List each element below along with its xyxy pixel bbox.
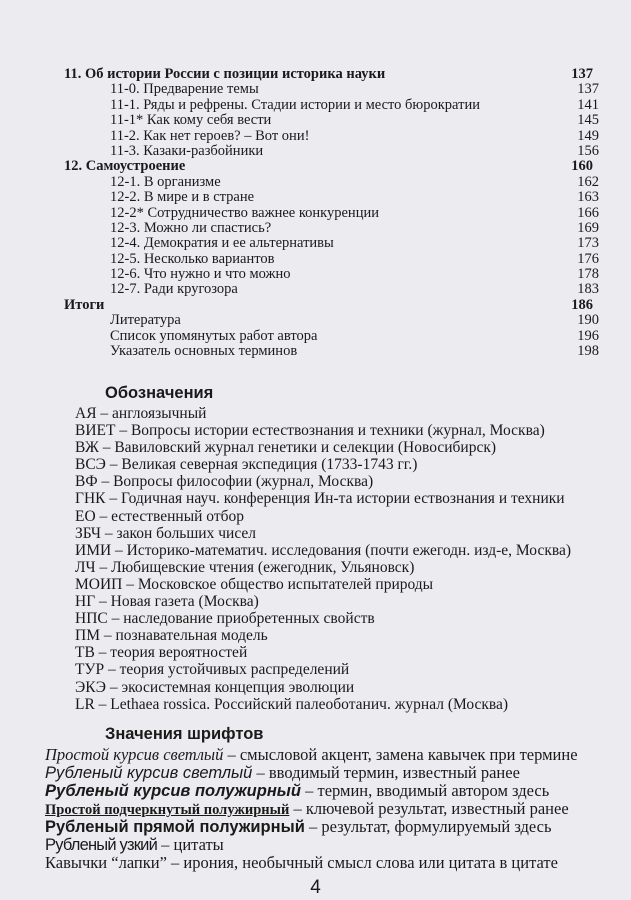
abbreviation-item: ЭКЭ – экосистемная концепция эволюции (75, 678, 355, 696)
toc-entry-page: 156 (577, 142, 599, 159)
toc-entry (64, 252, 599, 267)
toc-entry (64, 98, 599, 113)
font-meaning: – результат, формулируемый здесь (304, 817, 552, 836)
font-item (45, 836, 578, 854)
abbreviation-item: ВИЕТ – Вопросы истории естествознания и техники (журнал, Москва) (75, 422, 545, 440)
toc-entry-page: 163 (577, 189, 599, 206)
font-style-label: Рубленый курсив светлый (45, 764, 253, 782)
font-item (45, 800, 578, 818)
toc-entry-page: 149 (577, 127, 599, 144)
toc-entry-title: 12-6. Что нужно и что можно (110, 266, 291, 283)
toc-entry (64, 329, 599, 344)
toc-entry (64, 129, 599, 144)
toc-entry-page: 145 (577, 112, 599, 129)
font-style-label: Простой подчеркнутый полужирный (45, 802, 290, 818)
toc-entry-title: 11-1. Ряды и рефрены. Стадии истории и место бюрократии (110, 96, 480, 113)
abbreviation-item: ТУР – теория устойчивых распределений (75, 661, 350, 679)
toc-entry-page: 183 (577, 281, 599, 298)
toc-entry-page: 178 (577, 266, 599, 283)
font-style-label: Рубленый курсив полужирный (45, 782, 301, 800)
font-style-label: Рубленый узкий (45, 836, 157, 854)
abbreviation-item: ВЖ – Вавиловский журнал генетики и селекции (Новосибирск) (75, 439, 497, 457)
toc-entry-page: 137 (571, 66, 593, 82)
abbreviation-item: НГ – Новая газета (Москва) (75, 593, 259, 611)
font-meaning: – ключевой результат, известный ранее (289, 799, 569, 818)
toc-entry-page: 190 (577, 312, 599, 329)
abbreviation-item: НПС – наследование приобретенных свойств (75, 610, 375, 628)
toc-entry-page: 169 (577, 219, 599, 236)
abbreviation-item: АЯ – англоязычный (75, 405, 207, 422)
toc-entry-page: 186 (571, 296, 593, 313)
abbreviation-item: ЛЧ – Любищевские чтения (ежегодник, Ульяновск) (75, 558, 415, 576)
toc-entry-page: 173 (577, 235, 599, 252)
font-item (45, 818, 578, 836)
toc-entry-page: 166 (577, 204, 599, 221)
toc-entry-title: 12-1. В организме (110, 173, 221, 190)
toc-entry-title: Литература (110, 312, 181, 329)
abbreviation-item: ВФ – Вопросы философии (журнал, Москва) (75, 473, 374, 491)
toc-entry (64, 344, 599, 359)
abbreviation-item: ТВ – теория вероятностей (75, 644, 248, 662)
fonts-heading: Значения шрифтов (105, 725, 264, 743)
toc-entry-title: Указатель основных терминов (110, 343, 298, 360)
toc-entry (64, 82, 599, 97)
abbreviation-item: ЕО – естественный отбор (75, 507, 244, 525)
toc-entry (64, 313, 599, 328)
abbreviation-item: ВСЭ – Великая северная экспедиция (1733-1743 гг.) (75, 456, 418, 474)
abbreviation-item: МОИП – Московское общество испытателей природы (75, 575, 434, 593)
font-item (45, 746, 578, 764)
toc-entry (64, 282, 599, 297)
toc-entry (64, 113, 599, 128)
toc-entry (64, 236, 599, 251)
toc-entry-title: 12. Самоустроение (64, 158, 186, 175)
toc-entry-title: 12-3. Можно ли спастись? (110, 219, 272, 236)
font-meaning: – вводимый термин, известный ранее (252, 763, 520, 782)
font-style-label: Кавычки “лапки” (45, 853, 167, 872)
font-item (45, 854, 578, 872)
toc-entry-title: Список упомянутых работ автора (110, 327, 318, 344)
toc-entry-page: 198 (577, 343, 599, 360)
toc-entry (64, 190, 599, 205)
toc-entry (64, 206, 599, 221)
abbreviation-item: ГНК – Годичная науч. конференция Ин-та истории ествознания и техники (75, 490, 565, 508)
font-item (45, 764, 578, 782)
abbreviations-list (75, 405, 571, 713)
toc-entry (64, 175, 599, 190)
toc-entry-page: 196 (577, 327, 599, 344)
abbreviation-item: ПМ – познавательная модель (75, 627, 268, 645)
toc-entry-title: 12-5. Несколько вариантов (110, 250, 275, 267)
font-meaning: – термин, вводимый автором здесь (300, 781, 550, 800)
toc-entry-title: 12-7. Ради кругозора (110, 281, 238, 298)
font-meanings-list (45, 746, 578, 872)
toc-entry-title: 11. Об истории России с позиции историка науки (64, 66, 386, 82)
toc-entry-title: 11-2. Как нет героев? – Вот они! (110, 127, 310, 144)
toc-entry (64, 144, 599, 159)
abbreviation-item: LR – Lethaea rossica. Российский палеоботанич. журнал (Москва) (75, 695, 509, 713)
font-meaning: – смысловой акцент, замена кавычек при термине (223, 745, 578, 764)
font-meaning: – ирония, необычный смысл слова или цитата в цитате (166, 853, 558, 872)
toc-entry-page: 137 (577, 81, 599, 98)
toc-entry-title: 12-2* Сотрудничество важнее конкуренции (110, 204, 379, 221)
toc-entry-title: 12-2. В мире и в стране (110, 189, 255, 206)
toc-entry (64, 67, 599, 82)
toc-entry (64, 221, 599, 236)
font-meaning: – цитаты (157, 835, 224, 854)
page-number: 4 (310, 877, 321, 898)
toc-entry-page: 141 (577, 96, 599, 113)
font-item (45, 782, 578, 800)
toc-entry-title: 11-1* Как кому себя вести (110, 112, 272, 129)
toc-entry-page: 176 (577, 250, 599, 267)
toc-entry-page: 162 (577, 173, 599, 190)
toc-entry-page: 160 (571, 158, 593, 175)
toc-entry-title: 12-4. Демократия и ее альтернативы (110, 235, 334, 252)
abbreviations-heading: Обозначения (105, 384, 214, 402)
toc-entry (64, 267, 599, 282)
table-of-contents (64, 67, 599, 359)
toc-entry-title: 11-0. Предварение темы (110, 81, 259, 98)
font-style-label: Рубленый прямой полужирный (45, 818, 305, 836)
abbreviation-item: ЗБЧ – закон больших чисел (75, 524, 256, 542)
toc-entry-title: Итоги (64, 296, 105, 313)
toc-entry (64, 298, 599, 313)
font-style-label: Простой курсив светлый (45, 745, 224, 764)
abbreviation-item: ИМИ – Историко-математич. исследования (почти ежегодн. изд-е, Москва) (75, 541, 572, 559)
toc-entry-title: 11-3. Казаки-разбойники (110, 142, 264, 159)
toc-entry (64, 159, 599, 174)
